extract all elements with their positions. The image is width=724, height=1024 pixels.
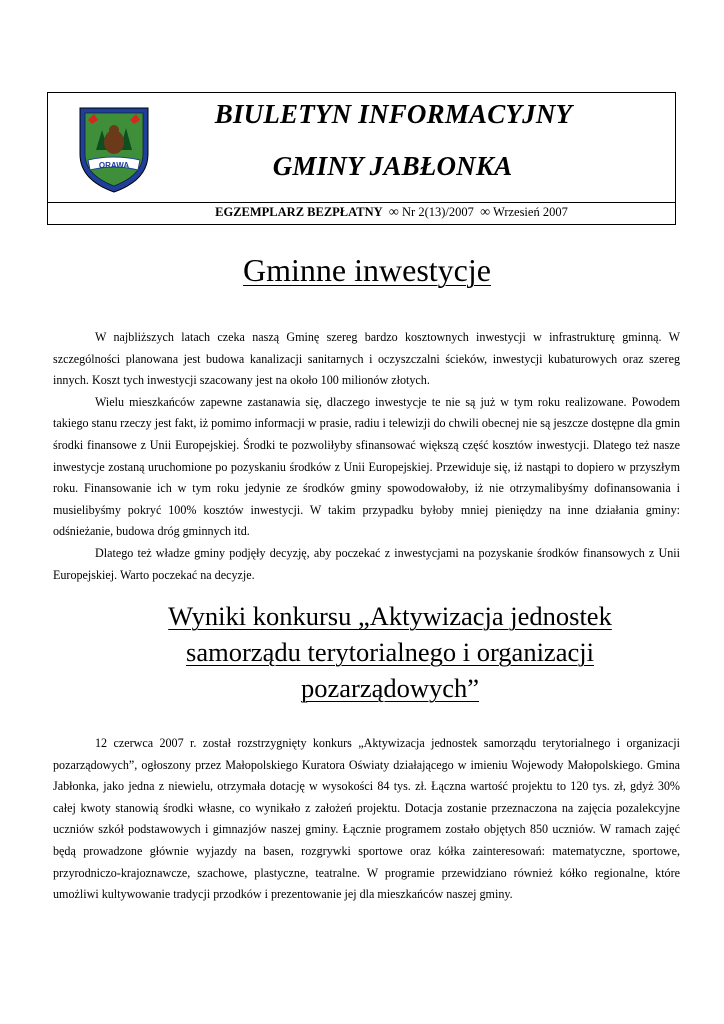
bulletin-subtitle: GMINY JABŁONKA — [272, 151, 513, 181]
heading-line: pozarządowych” — [300, 673, 480, 703]
issue-date: Wrzesień 2007 — [493, 205, 568, 219]
article-heading-investments: Gminne inwestycje — [243, 252, 491, 288]
logo-banner-text: ORAWA — [98, 161, 130, 170]
infinity-separator-1: ∞ — [388, 205, 399, 220]
issue-line — [48, 205, 675, 221]
heading-line: Wyniki konkursu „Aktywizacja jednostek — [168, 601, 612, 631]
heading-line: samorządu terytorialnego i organizacji — [186, 637, 594, 667]
masthead-divider — [48, 202, 675, 203]
article-heading-contest-results — [140, 598, 640, 706]
issue-number: Nr 2(13)/2007 — [402, 205, 474, 219]
paragraph: W najbliższych latach czeka naszą Gminę szereg bardzo kosztownych inwestycji w infrastrukturę gminną. W szczególności planowana jest budowa kanalizacji sanitarnych i oczyszczalni ścieków, inwestycji kubaturowych oraz szereg innych. Koszt tych inwestycji szacowany jest na około 100 milionów złotych. — [53, 330, 680, 388]
free-copy-label: EGZEMPLARZ BEZPŁATNY — [215, 205, 383, 219]
bulletin-title: BIULETYN INFORMACYJNY — [214, 99, 573, 129]
paragraph: Wielu mieszkańców zapewne zastanawia się, dlaczego inwestycje te nie są już w tym roku realizowane. Powodem takiego stanu rzeczy jest fakt, iż pomimo informacji w prasie, radiu i telewizji do chwili obecnej nie są jeszcze dostępne dla gmin środki finansowe z Unii Europejskiej. Środki te pozwoliłyby sfinansować większą część kosztów inwestycji. Dlatego też nasze inwestycje zostaną uruchomione po pozyskaniu środków z Unii Europejskiej. Przewiduje się, iż nastąpi to dopiero w przyszłym roku. Finansowanie ich w tym roku jedynie ze środków gminy spowodowałoby, iż nie otrzymalibyśmy dofinansowania i musielibyśmy pokryć 100% kosztów inwestycji. W takim przypadku byłoby mniej pieniędzy na inne działania gminy: odśnieżanie, budowa dróg gminnych itd. — [53, 394, 680, 539]
article-body-investments — [53, 327, 680, 586]
masthead — [47, 92, 676, 225]
paragraph: 12 czerwca 2007 r. został rozstrzygnięty konkurs „Aktywizacja jednostek samorządu terytorialnego i organizacji pozarządowych”, ogłoszony przez Małopolskiego Kuratora Oświaty działającego w imieniu Wojewody Małopolskiego. Gmina Jabłonka, jako jedna z niewielu, otrzymała dotację w wysokości 84 tys. zł. Łączna wartość projektu to 120 tys. zł, gdyż 30% całej kwoty stanowią środki własne, co wynikało z założeń projektu. Dotacja zostanie przeznaczona na zajęcia pozalekcyjne uczniów szkół podstawowych i gimnazjów naszej gminy. Łącznie programem zostało objętych 850 uczniów. W ramach zajęć będą prowadzone głównie wyjazdy na basen, rozgrywki sportowe oraz kółka zainteresowań: matematyczne, sportowe, przyrodniczo-krajoznawcze, szachowe, plastyczne, teatralne. W programie przewidziano również kółko regionalne, które umożliwi kultywowanie tradycji przodków i prezentowanie jej dla mieszkańców naszej gminy. — [53, 736, 680, 902]
article-body-contest-results — [53, 733, 680, 906]
paragraph: Dlatego też władze gminy podjęły decyzję, aby poczekać z inwestycjami na pozyskanie środków finansowych z Unii Europejskiej. Warto poczekać na decyzje. — [53, 545, 680, 582]
infinity-separator-2: ∞ — [480, 205, 491, 220]
